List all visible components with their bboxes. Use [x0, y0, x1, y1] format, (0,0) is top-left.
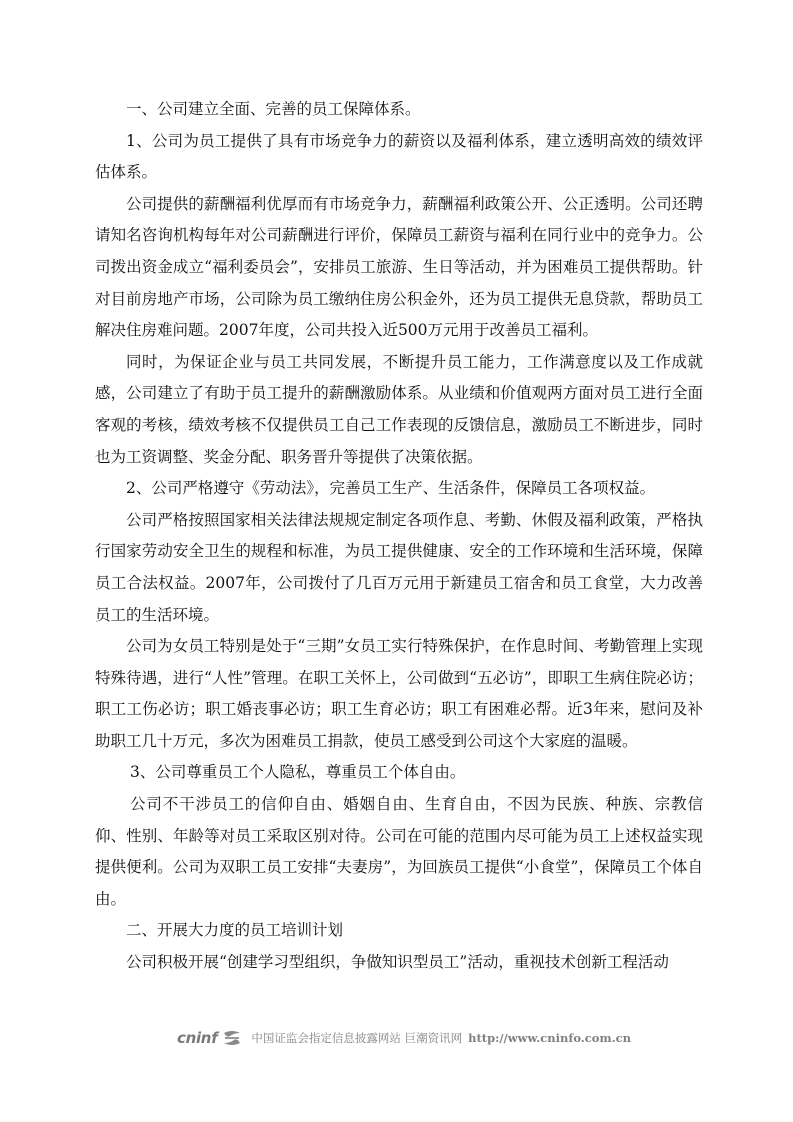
- cninfo-logo-icon: [221, 1030, 243, 1046]
- paragraph-training: 公司积极开展“创建学习型组织，争做知识型员工”活动，重视技术创新工程活动: [126, 953, 669, 972]
- paragraph-incentives: 同时，为保证企业与员工共同发展，不断提升员工能力，工作满意度以及工作成就感，公司建立了有助于员工提升的薪酬激励体系。从业绩和价值观两方面对员工进行全面客观的考核，绩效考核不仅提供员工自己工作表现的反馈信息，激励员工不断进步，同时也为工资调整、奖金分配、职务晋升等提供了决策依据。: [95, 352, 703, 466]
- subheading-2: 2、公司严格遵守《劳动法》，完善员工生产、生活条件，保障员工各项权益。: [126, 479, 656, 498]
- paragraph-labor-law: 公司严格按照国家相关法律法规规定制定各项作息、考勤、休假及福利政策，严格执行国家劳动安全卫生的规程和标准，为员工提供健康、安全的工作环境和生活环境，保障员工合法权益。2007年，公司拨付了几百万元用于新建员工宿舍和员工食堂，大力改善员工的生活环境。: [95, 510, 703, 624]
- cninfo-logo-text: cninf: [177, 1029, 218, 1047]
- paragraph-privacy: 公司不干涉员工的信仰自由、婚姻自由、生育自由，不因为民族、种族、宗教信仰、性别、年龄等对员工采取区别对待。公司在可能的范围内尽可能为员工上述权益实现提供便利。公司为双职工员工安排“夫妻房”，为回族员工提供“小食堂”，保障员工个体自由。: [95, 795, 703, 908]
- subheading-3: 3、公司尊重员工个人隐私，尊重员工个体自由。: [130, 763, 466, 782]
- subheading-1: 1、公司为员工提供了具有市场竞争力的薪资以及福利体系，建立透明高效的绩效评估体系。: [95, 131, 703, 182]
- footer-site-text: 中国证监会指定信息披露网站 巨潮资讯网: [251, 1031, 463, 1045]
- section-heading-1: 一、公司建立全面、完善的员工保障体系。: [126, 100, 421, 118]
- footer-url[interactable]: http://www.cninfo.com.cn: [468, 1031, 632, 1045]
- paragraph-benefits: 公司提供的薪酬福利优厚而有市场竞争力，薪酬福利政策公开、公正透明。公司还聘请知名咨询机构每年对公司薪酬进行评价，保障员工薪资与福利在同行业中的竞争力。公司拨出资金成立“福利委员会”，安排员工旅游、生日等活动，并为困难员工提供帮助。针对目前房地产市场，公司除为员工缴纳住房公积金外，还为员工提供无息贷款，帮助员工解决住房难问题。2007年度，公司共投入近500万元用于改善员工福利。: [95, 194, 703, 340]
- page-footer: [177, 1028, 631, 1048]
- section-heading-2: 二、开展大力度的员工培训计划: [126, 921, 344, 940]
- paragraph-female-staff: 公司为女员工特别是处于“三期”女员工实行特殊保护，在作息时间、考勤管理上实现特殊待遇，进行“人性”管理。在职工关怀上，公司做到“五必访”，即职工生病住院必访；职工工伤必访；职工婚丧事必访；职工生育必访；职工有困难必帮。近3年来，慰问及补助职工几十万元，多次为困难员工捐款，使员工感受到公司这个大家庭的温暖。: [95, 637, 703, 750]
- document-body: [95, 94, 703, 979]
